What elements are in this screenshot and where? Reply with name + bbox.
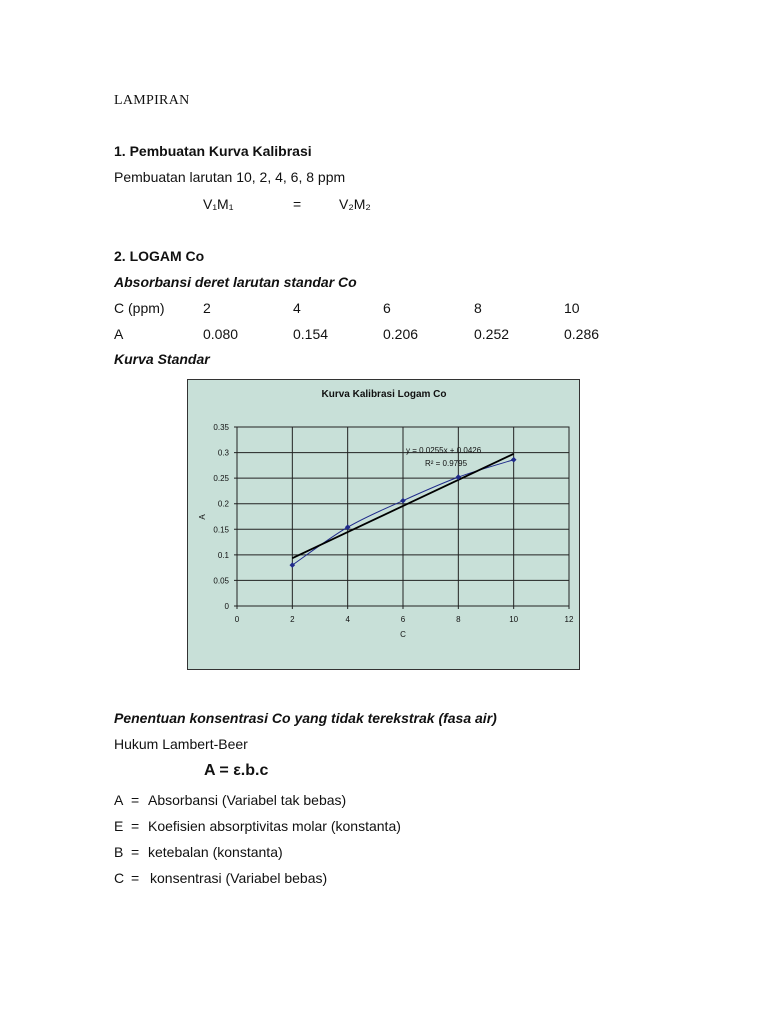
law-name: Hukum Lambert-Beer — [114, 736, 248, 752]
calibration-chart — [187, 379, 580, 670]
section3-title: Penentuan konsentrasi Co yang tidak terekstrak (fasa air) — [114, 710, 497, 726]
section2-title: 2. LOGAM Co — [114, 248, 205, 264]
definition-equals: = — [131, 818, 140, 834]
chart-canvas — [188, 380, 581, 671]
row-a-cell: 0.080 — [203, 326, 239, 342]
y-tick-label: 0.3 — [217, 448, 229, 458]
formula-right: V₂M₂ — [339, 196, 371, 212]
x-tick-label: 4 — [345, 615, 350, 624]
section1-title: 1. Pembuatan Kurva Kalibrasi — [114, 143, 312, 159]
definition-equals: = — [131, 844, 140, 860]
table-title: Absorbansi deret larutan standar Co — [114, 274, 357, 290]
definition-text: Koefisien absorptivitas molar (konstanta) — [148, 818, 401, 834]
row-a-cell: 0.154 — [293, 326, 329, 342]
y-tick-label: 0.15 — [213, 525, 229, 535]
definition-symbol: E — [114, 818, 124, 834]
formula-left: V₁M₁ — [203, 196, 234, 212]
x-tick-label: 8 — [456, 615, 461, 624]
definition-equals: = — [131, 870, 140, 886]
y-tick-label: 0.35 — [213, 423, 229, 432]
y-tick-label: 0.2 — [217, 499, 229, 509]
row-c-cell: 2 — [203, 300, 211, 316]
definition-text: ketebalan (konstanta) — [148, 844, 283, 860]
row-a-cell: 0.286 — [564, 326, 600, 342]
x-tick-label: 2 — [290, 615, 295, 624]
row-a-label: A — [114, 326, 124, 342]
x-tick-label: 6 — [400, 615, 406, 624]
definition-text: konsentrasi (Variabel bebas) — [150, 870, 328, 886]
row-c-cell: 6 — [383, 300, 391, 316]
curve-title: Kurva Standar — [114, 351, 210, 367]
x-tick-label: 12 — [564, 615, 574, 624]
page-heading: LAMPIRAN — [114, 93, 190, 108]
definition-text: Absorbansi (Variabel tak bebas) — [148, 792, 347, 808]
r-squared-label: R² = 0.9795 — [425, 459, 468, 468]
y-tick-label: 0 — [224, 602, 229, 611]
y-axis-label: A — [198, 514, 207, 520]
row-a-cell: 0.206 — [383, 326, 419, 342]
lambert-beer-formula: A = ε.b.c — [204, 762, 269, 779]
trendline-equation: y = 0.0255x + 0.0426 — [406, 446, 482, 455]
y-tick-label: 0.1 — [217, 550, 229, 560]
definition-symbol: C — [114, 870, 125, 886]
definition-symbol: B — [114, 844, 124, 860]
y-tick-label: 0.25 — [213, 474, 229, 484]
formula-equals: = — [293, 196, 302, 212]
row-a-cell: 0.252 — [474, 326, 510, 342]
definition-symbol: A — [114, 792, 124, 808]
definition-equals: = — [131, 792, 140, 808]
row-c-cell: 4 — [293, 300, 301, 316]
x-tick-label: 0 — [234, 615, 240, 624]
x-axis-label: C — [400, 630, 406, 639]
row-c-cell: 8 — [474, 300, 482, 316]
chart-title: Kurva Kalibrasi Logam Co — [321, 389, 447, 400]
row-c-label: C (ppm) — [114, 300, 165, 316]
x-tick-label: 10 — [509, 615, 519, 624]
y-tick-label: 0.05 — [213, 576, 229, 586]
section1-description: Pembuatan larutan 10, 2, 4, 6, 8 ppm — [114, 169, 346, 185]
row-c-cell: 10 — [564, 300, 580, 316]
